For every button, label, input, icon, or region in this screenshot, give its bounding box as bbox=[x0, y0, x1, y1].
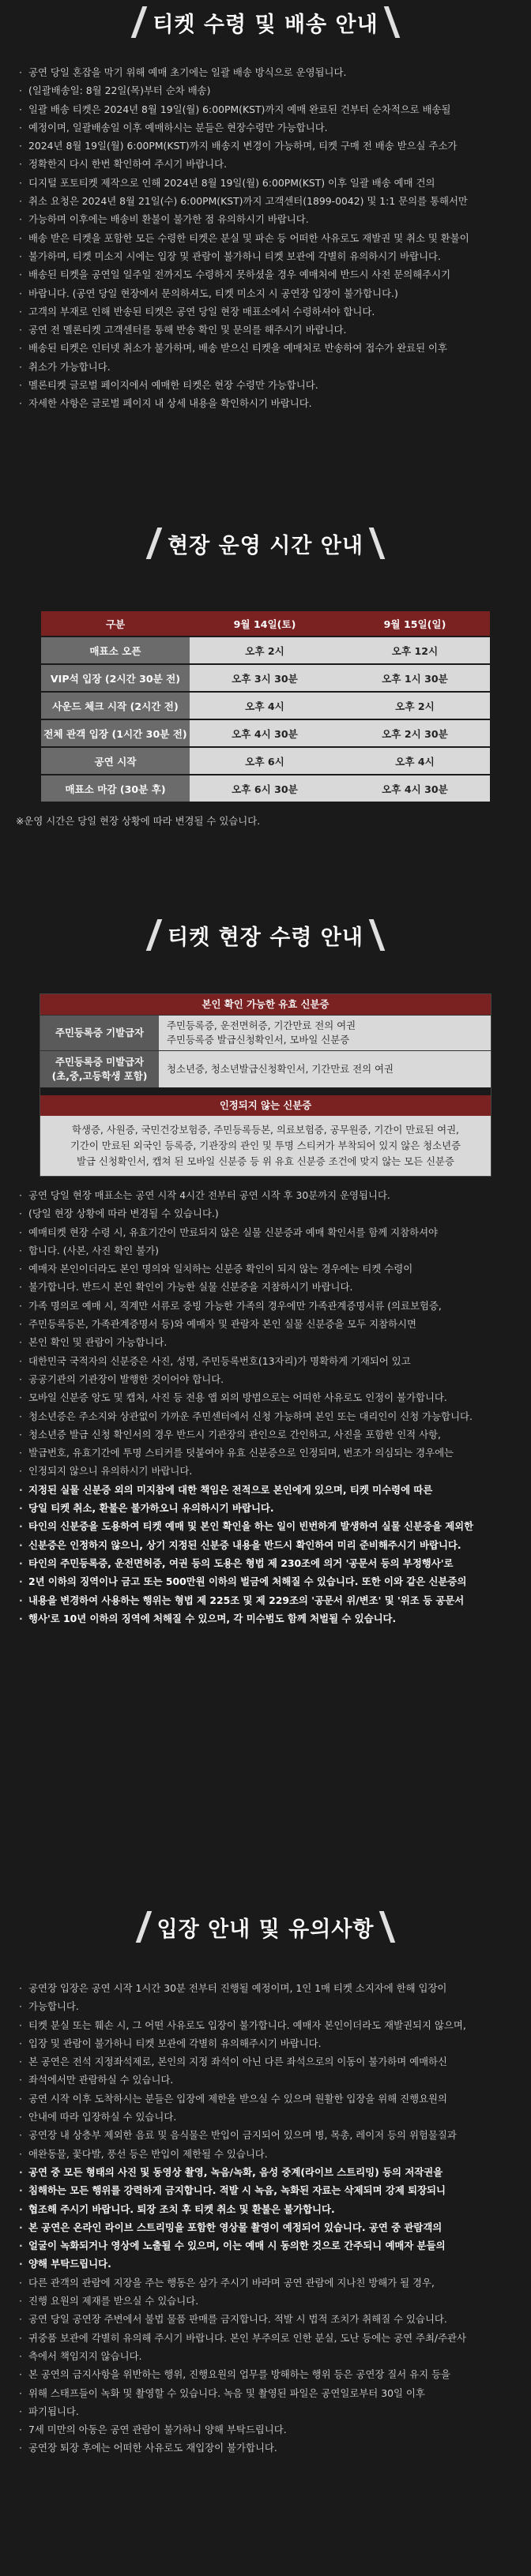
notice-item: · 가족 명의로 예매 시, 직계만 서류로 증빙 가능한 가족의 경우에만 가족관계증명서류 (의료보험증, bbox=[17, 1297, 512, 1315]
notice-item: · 입장 및 관람이 불가하니 티켓 보관에 각별히 유의해주시기 바랍니다. bbox=[17, 2034, 512, 2052]
notice-item: · 귀중품 보관에 각별히 유의해 주시기 바랍니다. 본인 부주의로 인한 분실, 도난 등에는 공연 주최/주관사 bbox=[17, 2329, 512, 2347]
notice-item: · 진행 요원의 제재를 받으실 수 있습니다. bbox=[17, 2292, 512, 2310]
schedule-header-day2: 9월 15일(일) bbox=[340, 611, 490, 636]
operating-hours-title: 현장 운영 시간 안내 bbox=[168, 533, 363, 558]
invalid-id-line: 기간이 만료된 외국인 등록증, 기관장의 관인 및 투명 스티커가 부착되어 있지 않은 청소년증 bbox=[70, 1140, 461, 1151]
valid-id-label-line: (초,중,고등학생 포함) bbox=[51, 1070, 148, 1082]
valid-id-heading: 본인 확인 가능한 유효 신분증 bbox=[40, 994, 491, 1015]
notice-item: · 배송된 티켓을 공연일 일주일 전까지도 수령하지 못하셨을 경우 예매처에 반드시 사전 문의해주시기 bbox=[17, 265, 512, 284]
notice-item: · 청소년증은 주소지와 상관없이 가까운 주민센터에서 신청 가능하며 본인 또는 대리인이 신청 가능합니다. bbox=[17, 1407, 512, 1425]
valid-id-row bbox=[40, 1015, 491, 1050]
notice-item: · 애완동물, 꽃다발, 풍선 등은 반입이 제한될 수 있습니다. bbox=[17, 2145, 512, 2163]
valid-id-label-line: 주민등록증 미발급자 bbox=[55, 1056, 145, 1068]
invalid-id-heading: 인정되지 않는 신분증 bbox=[40, 1095, 491, 1116]
schedule-row bbox=[41, 720, 490, 746]
ticket-delivery-list bbox=[0, 63, 531, 413]
right-slash-decoration bbox=[383, 6, 400, 38]
notice-item: · 불가하며, 티켓 미소지 시에는 입장 및 관람이 불가하니 티켓 보관에 각별히 유의하시기 바랍니다. bbox=[17, 247, 512, 265]
notice-item: · 인정되지 않으니 유의하시기 바랍니다. bbox=[17, 1462, 512, 1480]
notice-item: · 공연장 퇴장 후에는 어떠한 사유로도 재입장이 불가합니다. bbox=[17, 2439, 512, 2457]
schedule-row bbox=[41, 665, 490, 691]
onsite-pickup-list bbox=[0, 1186, 531, 1628]
schedule-day2-time: 오후 4시 bbox=[340, 748, 490, 774]
right-slash-decoration bbox=[379, 1911, 396, 1943]
schedule-day2-time: 오후 12시 bbox=[340, 637, 490, 663]
onsite-pickup-section bbox=[0, 919, 531, 1628]
notice-item: · 위해 스태프들이 녹화 및 촬영할 수 있습니다. 녹음 및 촬영된 파일은 공연일로부터 30일 이후 bbox=[17, 2384, 512, 2402]
notice-item: · 대한민국 국적자의 신분증은 사진, 성명, 주민등록번호(13자리)가 명확하게 기재되어 있고 bbox=[17, 1352, 512, 1370]
notice-item: · 2년 이하의 징역이나 금고 또는 500만원 이하의 벌금에 처해질 수 있습니다. 또한 이와 같은 신분증의 bbox=[17, 1572, 512, 1590]
notice-item: · 티켓 분실 또는 훼손 시, 그 어떤 사유로도 입장이 불가합니다. 예매자 본인이더라도 재발권되지 않으며, bbox=[17, 2016, 512, 2034]
notice-item: · 본인 확인 및 관람이 가능합니다. bbox=[17, 1333, 512, 1351]
schedule-day2-time: 오후 2시 bbox=[340, 693, 490, 719]
notice-item: · 신분증은 인정하지 않으니, 상기 지정된 신분증 내용을 반드시 확인하여 미리 준비해주시기 바랍니다. bbox=[17, 1536, 512, 1554]
notice-item: · 좌석에서만 관람하실 수 있습니다. bbox=[17, 2071, 512, 2089]
schedule-row-label: 매표소 마감 (30분 후) bbox=[41, 775, 190, 802]
entry-notice-header bbox=[0, 1911, 531, 1962]
schedule-day1-time: 오후 4시 bbox=[190, 693, 340, 719]
schedule-note: ※운영 시간은 당일 현장 상황에 따라 변경될 수 있습니다. bbox=[16, 815, 261, 827]
invalid-id-list bbox=[40, 1116, 491, 1176]
schedule-row-label: 사운드 체크 시작 (2시간 전) bbox=[41, 693, 190, 719]
valid-id-row-value bbox=[159, 1016, 491, 1050]
valid-id-line: 주민등록증, 운전면허증, 기간만료 전의 여권 bbox=[167, 1020, 356, 1031]
onsite-pickup-header bbox=[0, 919, 531, 970]
schedule-header-day1: 9월 14일(토) bbox=[190, 611, 340, 636]
schedule-day2-time: 오후 1시 30분 bbox=[340, 665, 490, 691]
schedule-header-category: 구분 bbox=[41, 611, 190, 636]
notice-item: · 주민등록등본, 가족관계증명서 등)와 예매자 및 관람자 본인 실물 신분증을 모두 지참하시면 bbox=[17, 1315, 512, 1333]
operating-hours-header bbox=[0, 528, 531, 578]
notice-item: · 공연 시작 이후 도착하시는 분들은 입장에 제한을 받으실 수 있으며 원활한 입장을 위해 진행요원의 bbox=[17, 2090, 512, 2108]
entry-notice-section bbox=[0, 1911, 531, 2458]
notice-item: · 가능합니다. bbox=[17, 1997, 512, 2015]
entry-notice-title: 입장 안내 및 유의사항 bbox=[156, 1917, 375, 1942]
notice-item: · 예매티켓 현장 수령 시, 유효기간이 만료되지 않은 실물 신분증과 예매 확인서를 함께 지참하셔야 bbox=[17, 1223, 512, 1241]
ticket-delivery-section bbox=[0, 0, 531, 413]
notice-item: · 불가합니다. 반드시 본인 확인이 가능한 실물 신분증을 지참하시기 바랍니다. bbox=[17, 1278, 512, 1296]
notice-item: · 협조해 주시기 바랍니다. 퇴장 조치 후 티켓 취소 및 환불은 불가합니다. bbox=[17, 2200, 512, 2218]
valid-id-line: 청소년증, 청소년발급신청확인서, 기간만료 전의 여권 bbox=[167, 1063, 394, 1075]
notice-item: · 일괄 배송 티켓은 2024년 8월 19일(월) 6:00PM(KST)까지 예매 완료된 건부터 순차적으로 배송될 bbox=[17, 100, 512, 118]
left-slash-decoration bbox=[146, 528, 163, 559]
notice-item: · 당일 티켓 취소, 환불은 불가하오니 유의하시기 바랍니다. bbox=[17, 1499, 512, 1517]
schedule-day2-time: 오후 4시 30분 bbox=[340, 775, 490, 802]
notice-item: · 내용을 변경하여 사용하는 행위는 형법 제 225조 및 제 229조의 '공문서 위/변조' 및 '위조 등 공문서 bbox=[17, 1591, 512, 1609]
valid-id-row-label bbox=[40, 1051, 159, 1087]
notice-item: · 발급번호, 유효기간에 투명 스티커를 덧붙여야 유효 신분증으로 인정되며, 번조가 의심되는 경우에는 bbox=[17, 1444, 512, 1462]
notice-item: · 디지털 포토티켓 제작으로 인해 2024년 8월 19일(월) 6:00PM(KST) 이후 일괄 배송 예매 건의 bbox=[17, 174, 512, 192]
notice-item: · 배송 받은 티켓을 포함한 모든 수령한 티켓은 분실 및 파손 등 어떠한 사유로도 재발권 및 취소 및 환불이 bbox=[17, 229, 512, 247]
operating-hours-section bbox=[0, 528, 531, 830]
notice-item: · (당일 현장 상황에 따라 변경될 수 있습니다.) bbox=[17, 1204, 512, 1222]
schedule-row bbox=[41, 748, 490, 774]
entry-notice-list bbox=[0, 1979, 531, 2458]
notice-item: · 지정된 실물 신분증 외의 미지참에 대한 책임은 전적으로 본인에게 있으며, 티켓 미수령에 따른 bbox=[17, 1481, 512, 1499]
notice-item: · 행사'로 10년 이하의 징역에 처해질 수 있으며, 각 미수범도 함께 처벌될 수 있습니다. bbox=[17, 1609, 512, 1628]
schedule-row-label: 공연 시작 bbox=[41, 748, 190, 774]
notice-item: · 고객의 부재로 인해 반송된 티켓은 공연 당일 현장 매표소에서 수령하셔야 합니다. bbox=[17, 302, 512, 321]
notice-item: · 공연 당일 현장 매표소는 공연 시작 4시간 전부터 공연 시작 후 30분까지 운영됩니다. bbox=[17, 1186, 512, 1204]
id-requirements-box bbox=[40, 993, 491, 1177]
notice-item: · 본 공연은 전석 지정좌석제로, 본인의 지정 좌석이 아닌 다른 좌석으로의 이동이 불가하며 예매하신 bbox=[17, 2052, 512, 2071]
notice-item: · 예정이며, 일괄배송일 이후 예매하시는 분들은 현장수령만 가능합니다. bbox=[17, 118, 512, 137]
invalid-id-line: 발급 신청확인서, 캡쳐 된 모바일 신분증 등 위 유효 신분증 조건에 맞지 않는 모든 신분증 bbox=[76, 1155, 454, 1167]
notice-item: · 타인의 신분증을 도용하여 티켓 예매 및 본인 확인을 하는 일이 빈번하게 발생하여 실물 신분증을 제외한 bbox=[17, 1517, 512, 1535]
notice-item: · 공연 전 멜론티켓 고객센터를 통해 반송 확인 및 문의를 해주시기 바랍니다. bbox=[17, 321, 512, 339]
notice-item: · 멜론티켓 글로벌 페이지에서 예매한 티켓은 현장 수령만 가능합니다. bbox=[17, 376, 512, 394]
schedule-day1-time: 오후 2시 bbox=[190, 637, 340, 663]
schedule-header-row bbox=[41, 611, 490, 636]
notice-item: · 본 공연의 금지사항을 위반하는 행위, 진행요원의 업무를 방해하는 행위 등은 공연장 질서 유지 등을 bbox=[17, 2365, 512, 2383]
onsite-pickup-title: 티켓 현장 수령 안내 bbox=[168, 925, 363, 950]
notice-item: · 다른 관객의 관람에 지장을 주는 행동은 삼가 주시기 바라며 공연 관람에 지나친 방해가 될 경우, bbox=[17, 2274, 512, 2292]
notice-item: · 7세 미만의 아동은 공연 관람이 불가하니 양해 부탁드립니다. bbox=[17, 2420, 512, 2439]
notice-item: · 청소년증 발급 신청 확인서의 경우 반드시 기관장의 관인으로 간인하고, 사진을 포함한 인적 사항, bbox=[17, 1425, 512, 1444]
notice-item: · 모바일 신분증 앙도 및 캡처, 사진 등 전용 앱 외의 방법으로는 어떠한 사유로도 인정이 불가합니다. bbox=[17, 1388, 512, 1406]
notice-item: · 파기됩니다. bbox=[17, 2402, 512, 2420]
right-slash-decoration bbox=[369, 919, 386, 951]
notice-item: · 침해하는 모든 행위를 강력하게 금지합니다. 적발 시 녹음, 녹화된 자료는 삭제되며 강제 퇴장되니 bbox=[17, 2181, 512, 2199]
notice-item: · 바랍니다. (공연 당일 현장에서 문의하셔도, 티켓 미소지 시 공연장 입장이 불가합니다.) bbox=[17, 284, 512, 302]
schedule-day1-time: 오후 4시 30분 bbox=[190, 720, 340, 746]
right-slash-decoration bbox=[369, 528, 386, 559]
notice-item: · 2024년 8월 19일(월) 6:00PM(KST)까지 배송지 변경이 가능하며, 티켓 구매 전 배송 받으실 주소가 bbox=[17, 137, 512, 155]
notice-item: · 측에서 책임지지 않습니다. bbox=[17, 2347, 512, 2365]
valid-id-label-line: 주민등록증 기발급자 bbox=[55, 1027, 145, 1038]
valid-id-row-label bbox=[40, 1016, 159, 1050]
notice-item: · 정확한지 다시 한번 확인하여 주시기 바랍니다. bbox=[17, 155, 512, 173]
notice-item: · 공연 당일 공연장 주변에서 불법 물품 판매를 금지합니다. 적발 시 법적 조치가 취해질 수 있습니다. bbox=[17, 2310, 512, 2328]
schedule-day1-time: 오후 6시 30분 bbox=[190, 775, 340, 802]
schedule-table bbox=[41, 610, 490, 803]
notice-item: · 타인의 주민등록증, 운전면허증, 여권 등의 도용은 형법 제 230조에 의거 '공문서 등의 부정행사'로 bbox=[17, 1554, 512, 1572]
notice-item: · 배송된 티켓은 인터넷 취소가 불가하며, 배송 받으신 티켓을 예매처로 반송하여 접수가 완료된 이후 bbox=[17, 339, 512, 357]
notice-item: · 양해 부탁드립니다. bbox=[17, 2255, 512, 2273]
schedule-day1-time: 오후 3시 30분 bbox=[190, 665, 340, 691]
ticket-delivery-header bbox=[0, 0, 531, 57]
left-slash-decoration bbox=[146, 919, 163, 951]
notice-item: · 공공기관의 기관장이 발행한 것이어야 합니다. bbox=[17, 1370, 512, 1388]
schedule-row bbox=[41, 637, 490, 663]
notice-item: · 본 공연은 온라인 라이브 스트리밍을 포함한 영상물 촬영이 예정되어 있습니다. 공연 중 관람객의 bbox=[17, 2218, 512, 2236]
valid-id-row bbox=[40, 1050, 491, 1087]
notice-item: · 취소 요청은 2024년 8월 21일(수) 6:00PM(KST)까지 고객센터(1899-0042) 및 1:1 문의를 통해서만 bbox=[17, 192, 512, 210]
schedule-day2-time: 오후 2시 30분 bbox=[340, 720, 490, 746]
notice-item: · 공연장 입장은 공연 시작 1시간 30분 전부터 진행될 예정이며, 1인 1매 티켓 소지자에 한해 입장이 bbox=[17, 1979, 512, 1997]
invalid-id-line: 학생증, 사원증, 국민건강보험증, 주민등록등본, 의료보험증, 공무원증, 기간이 만료된 여권, bbox=[72, 1124, 459, 1136]
schedule-row bbox=[41, 693, 490, 719]
valid-id-rows bbox=[40, 1015, 491, 1087]
notice-item: · 안내에 따라 입장하실 수 있습니다. bbox=[17, 2108, 512, 2126]
left-slash-decoration bbox=[131, 6, 148, 38]
notice-item: · 공연 중 모든 형태의 사진 및 동영상 촬영, 녹음/녹화, 음성 중계(라이브 스트리밍) 등의 저작권을 bbox=[17, 2163, 512, 2181]
valid-id-row-value bbox=[159, 1051, 491, 1087]
schedule-row bbox=[41, 775, 490, 802]
notice-item: · 합니다. (사본, 사진 확인 불가) bbox=[17, 1241, 512, 1260]
notice-item: · 공연장 내 상층부 제외한 음료 및 음식물은 반입이 금지되어 있으며 병, 목총, 레이저 등의 위험물질과 bbox=[17, 2126, 512, 2144]
schedule-day1-time: 오후 6시 bbox=[190, 748, 340, 774]
valid-id-line: 주민등록증 발급신청확인서, 모바일 신분증 bbox=[167, 1034, 350, 1046]
schedule-row-label: 매표소 오픈 bbox=[41, 637, 190, 663]
notice-item: · 얼굴이 녹화되거나 영상에 노출될 수 있으며, 이는 예매 시 동의한 것으로 간주되니 예매자 분들의 bbox=[17, 2236, 512, 2255]
notice-item: · 예매자 본인이더라도 본인 명의와 일치하는 신분증 확인이 되지 않는 경우에는 티켓 수령이 bbox=[17, 1260, 512, 1278]
notice-item: · 자세한 사항은 글로벌 페이지 내 상세 내용을 확인하시기 바랍니다. bbox=[17, 394, 512, 412]
notice-item: · (일괄배송일: 8월 22일(목)부터 순차 배송) bbox=[17, 81, 512, 100]
ticket-delivery-title: 티켓 수령 및 배송 안내 bbox=[153, 12, 378, 37]
schedule-body bbox=[41, 637, 490, 802]
schedule-row-label: 전체 관객 입장 (1시간 30분 전) bbox=[41, 720, 190, 746]
left-slash-decoration bbox=[135, 1911, 152, 1943]
notice-item: · 가능하며 이후에는 배송비 환불이 불가한 점 유의하시기 바랍니다. bbox=[17, 210, 512, 228]
notice-item: · 취소가 가능합니다. bbox=[17, 358, 512, 376]
schedule-row-label: VIP석 입장 (2시간 30분 전) bbox=[41, 665, 190, 691]
notice-item: · 공연 당일 혼잡을 막기 위해 예매 초기에는 일괄 배송 방식으로 운영됩니다. bbox=[17, 63, 512, 81]
